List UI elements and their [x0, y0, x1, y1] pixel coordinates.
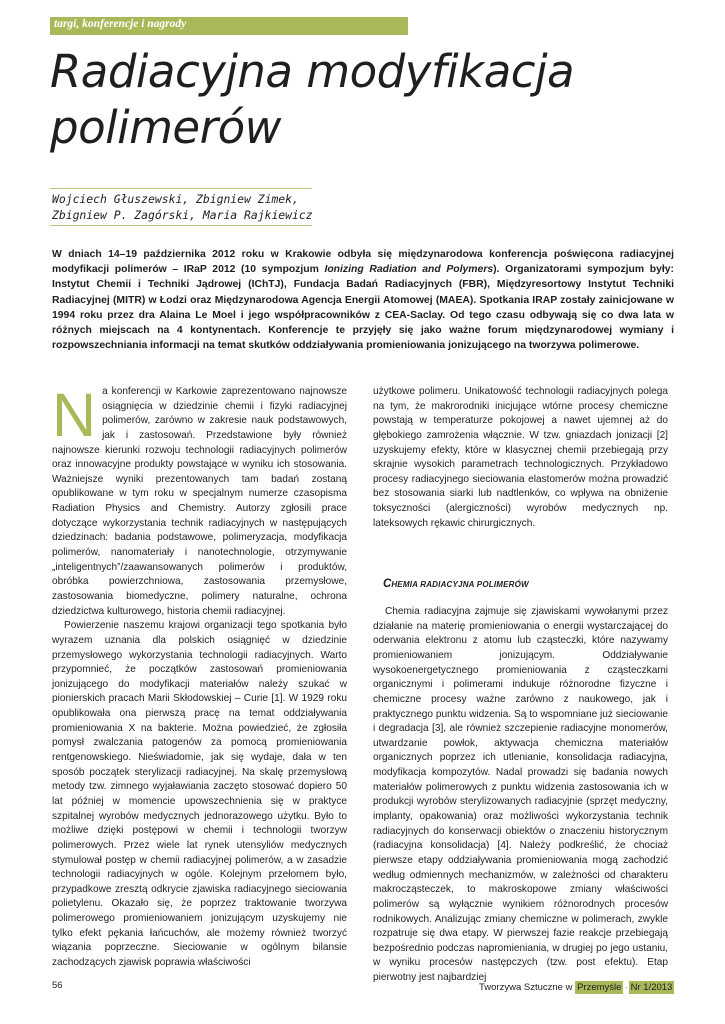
drop-cap: N: [52, 381, 97, 449]
authors-bottom-rule: [50, 225, 312, 226]
section-subheading: [383, 577, 668, 593]
journal-name-highlight: Przemyśle: [577, 982, 622, 993]
lead-symposium-name: Ionizing Radiation and Polymers: [324, 264, 494, 276]
authors-line1: Wojciech Głuszewski, Zbigniew Zimek,: [52, 192, 299, 206]
authors-block: [52, 191, 322, 223]
body-paragraph: Chemia radiacyjna zajmuje się zjawiskami wywołanymi przez działanie na materię promieniowania o energii wystarczającej do oderwania elektronu z atomu lub cząsteczki, które nazywamy promieniowaniem jonizującym. Oddziaływanie wysokoenergetycznego promieniowania z cząsteczkami organicznymi i polimerami indukuje różnorodne fizyczne i chemiczne procesy ważne zarówno z naukowego, jak i praktycznego punktu widzenia. Są to wspomniane już sieciowanie i degradacja [3], ale również szczepienie radiacyjne monomerów, utwardzanie powłok, aktywacja chemiczna materiałów organicznych poprzez ich utlenianie, konsolidacja radiacyjna, modyfikacja kompozytów. Nadal prowadzi się badania nowych materiałów polimerowych z punktu widzenia zastosowania ich w produkcji wyrobów sterylizowanych radiacyjnie (sprzęt medyczny, implanty, opakowania) oraz możliwości wykorzystania technik radiacyjnych do konserwacji obiektów o znaczeniu historycznym (radiacyjna konsolidacja) [4]. Należy podkreślić, że chociaż pierwsze etapy oddziaływania promieniowania mogą zachodzić według odmiennych mechanizmów, w zależności od charakteru makrocząsteczek, to makroskopowe zmiany właściwości polimerów są wyłącznie wynikiem różnorodnych procesów rodnikowych. Analizując zmiany chemiczne w polimerach, zwykle rozpatruje się dwa etapy. W pierwszej fazie reakcje przebiegają bezpośrednio podczas napromieniania, w drugiej po jego ustaniu, w wyniku procesów następczych (tzw. post efektu). Etap pierwotny jest najbardziej: [373, 606, 668, 984]
issue-number: Nr 1/2013: [630, 982, 673, 993]
lead-paragraph: [52, 247, 674, 353]
body-column-right: [373, 385, 668, 986]
section-label: targi, konferencje i nagrody: [54, 18, 187, 30]
page-number: 56: [52, 980, 63, 991]
lead-text-part2: ). Organizatorami sympozjum były: Instytut Chemii i Techniki Jądrowej (IChTJ), Fundacja Badań Radiacyjnych (FBR), Międzyresortowy Instytut Techniki Radiacyjnej (MITR) w Łodzi oraz Międzynarodowa Agencja Energii Atomowej (MAEA). Spotkania IRAP zostały zainicjowane w 1994 roku przez dra Alaina Le Moel i jego współpracowników z CEA-Saclay. Od tego czasu odbywają się co dwa lata w różnych miejscach na 4 kontynentach. Konferencje te przyjęły się jako ważne forum międzynarodowej wymiany i rozpowszechniania informacji na temat skutków oddziaływania promieniowania jonizującego na tworzywa polimerowe.: [52, 264, 674, 352]
body-paragraph-text: a konferencji w Karkowie zaprezentowano najnowsze osiągnięcia w dziedzinie chemii i fizyki radiacyjnej polimerów, zarówno w zakresie nauk podstawowych, jak i zastosowań. Przedstawione były również najnowsze kierunki rozwoju technologii radiacyjnych polimerów oraz innowacyjne produkty powstające w wyniku ich stosowania. Ważniejsze wyniki prezentowanych tam badań zostaną opublikowane w tym roku w specjalnym numerze czasopisma Radiation Physics and Chemistry. Autorzy zgłosili prace dotyczące wykorzystania technik radiacyjnych w następujących dziedzinach: badania podstawowe, polimeryzacja, modyfikacja polimerów, nanomateriały i nanotechnologie, otrzymywanie „inteligentnych”/zaawansowanych polimerów i produktów, obróbka powierzchniowa, zastosowania przemysłowe, zastosowania biomedyczne, polimery naturalne, ochrona dziedzictwa kulturowego, historia chemii radiacyjnej.: [52, 386, 347, 617]
subheading-rest: HEMIA RADIACYJNA POLIMERÓW: [391, 580, 529, 590]
subheading-initial: C: [383, 578, 392, 591]
journal-name: Tworzywa Sztuczne w: [479, 982, 576, 993]
section-label-bar: [50, 17, 408, 35]
article-title-line1: Radiacyjna modyfikacja: [50, 45, 575, 98]
body-paragraph: Powierzenie naszemu krajowi organizacji tego spotkania było wyrazem uznania dla polskich osiągnięć w dziedzinie przemysłowego wykorzystania technologii radiacyjnych. Warto przypomnieć, że początków zastosowań promieniowania jonizującego do modyfikacji materiałów należy szukać w pionierskich pracach Marii Skłodowskiej – Curie [1]. W 1929 roku opublikowała ona pierwszą pracę na temat oddziaływania promieniowania X na bakterie. Można powiedzieć, że zgłosiła pomysł zwalczania patogenów za pomocą promieniowania rentgenowskiego. Nieświadomie, jak się wydaje, dała w ten sposób początek sterylizacji radiacyjnej. Na skalę przemysłową metody tzw. zimnego wyjaławiania zaczęto stosować dopiero 50 lat później w momencie upowszechnienia się w praktyce szpitalnej wyrobów medycznych jednorazowego użytku. Było to możliwe dzięki postępowi w chemii i technologii tworzyw polimerowych. Przez wiele lat rynek utensyliów medycznych stymulował postęp w chemii radiacyjnej polimerów, a w zasadzie technologii radiacyjnych w ogóle. Kolejnym przełomem było, przypadkowe zresztą odkrycie zjawiska radiacyjnego sieciowania polietylenu. Okazało się, że poprzez traktowanie tworzywa polimerowego promieniowaniem jonizującym uzyskujemy nie tylko efekt pękania łańcuchów, ale możemy również tworzyć wiązania poprzeczne. Sieciowanie w ogólnym bilansie zachodzących zjawisk poprawia właściwości: [52, 620, 347, 968]
body-paragraph: [52, 381, 347, 619]
body-paragraph: użytkowe polimeru. Unikatowość technologii radiacyjnych polega na tym, że makrorodniki inicjujące wtórne procesy chemiczne powstają w temperaturze pokojowej a nawet ujemnej aż do głębokiego zamrożenia włącznie. W tzw. gniazdach jonizacji [2] uzyskujemy efekty, które w klasycznej chemii przebiegają przy skrajnie wysokich parametrach technologicznych. Przykładowo procesy radiacyjnego sieciowania elastomerów można prowadzić bez stosowania siarki lub nadtlenków, co wpływa na obniżenie toksyczności (alergiczności) wyrobów medycznych np. lateksowych rękawic chirurgicznych.: [373, 386, 668, 529]
lead-text-part1: W dniach 14–19 października 2012 roku w Krakowie odbyła się międzynarodowa konferencja poświęcona radiacyjnej modyfikacji polimerów – IRaP 2012 (10 sympozjum: [52, 249, 674, 276]
article-title-line2: polimerów: [50, 101, 281, 154]
authors-line2: Zbigniew P. Zagórski, Maria Rajkiewicz: [52, 208, 313, 222]
footer-separator: ·: [624, 982, 628, 993]
journal-footer: [479, 982, 674, 993]
authors-top-rule: [50, 188, 312, 189]
article-title: [50, 44, 690, 156]
body-column-left: [52, 381, 347, 971]
